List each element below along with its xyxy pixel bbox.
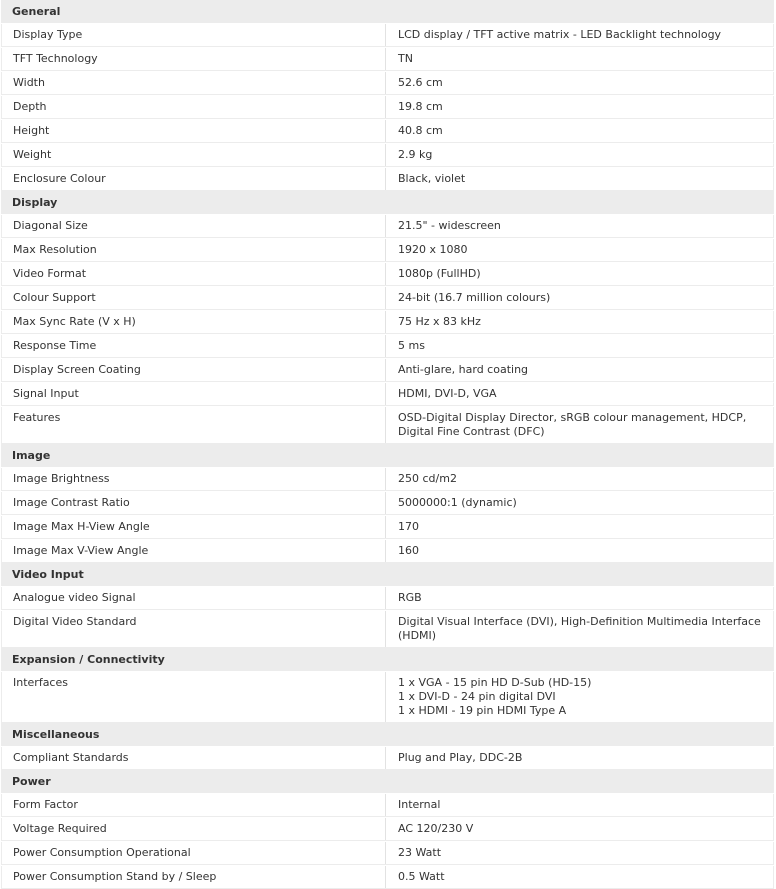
spec-value <box>386 672 774 722</box>
spec-value-line: 1 x DVI-D - 24 pin digital DVI <box>398 690 556 703</box>
spec-row-tft-technology <box>1 47 774 71</box>
spec-value-line: Anti-glare, hard coating <box>398 363 529 376</box>
spec-value <box>386 794 774 816</box>
spec-value <box>386 492 774 514</box>
spec-label: Image Contrast Ratio <box>1 492 386 514</box>
spec-row-depth <box>1 95 774 119</box>
section-header-image: Image <box>1 444 774 467</box>
spec-value <box>386 311 774 333</box>
spec-label: Form Factor <box>1 794 386 816</box>
spec-value-line: RGB <box>398 591 422 604</box>
spec-value <box>386 72 774 94</box>
spec-row-power-consumption-stand-by-sleep <box>1 865 774 889</box>
spec-row-enclosure-colour <box>1 167 774 191</box>
spec-row-diagonal-size <box>1 214 774 238</box>
spec-label: Max Sync Rate (V x H) <box>1 311 386 333</box>
spec-row-height <box>1 119 774 143</box>
spec-value-line: Digital Visual Interface (DVI), High-Definition Multimedia Interface (HDMI) <box>398 615 761 642</box>
spec-label: Voltage Required <box>1 818 386 840</box>
section-header-power: Power <box>1 770 774 793</box>
spec-value-line: Internal <box>398 798 441 811</box>
spec-value <box>386 168 774 190</box>
spec-label: Image Max V-View Angle <box>1 540 386 562</box>
spec-value-line: 40.8 cm <box>398 124 443 137</box>
spec-value-line: 21.5" - widescreen <box>398 219 501 232</box>
spec-label: TFT Technology <box>1 48 386 70</box>
spec-value <box>386 407 774 443</box>
spec-row-video-format <box>1 262 774 286</box>
spec-row-image-max-v-view-angle <box>1 539 774 563</box>
spec-label: Image Max H-View Angle <box>1 516 386 538</box>
spec-value-line: 75 Hz x 83 kHz <box>398 315 481 328</box>
spec-label: Display Screen Coating <box>1 359 386 381</box>
spec-row-display-screen-coating <box>1 358 774 382</box>
spec-value-line: Plug and Play, DDC-2B <box>398 751 523 764</box>
spec-value-line: 1 x HDMI - 19 pin HDMI Type A <box>398 704 567 717</box>
spec-value-line: 19.8 cm <box>398 100 443 113</box>
spec-value-line: TN <box>398 52 413 65</box>
spec-value <box>386 383 774 405</box>
spec-value <box>386 468 774 490</box>
section-header-video-input: Video Input <box>1 563 774 586</box>
section-header-general: General <box>1 0 774 23</box>
spec-row-voltage-required <box>1 817 774 841</box>
spec-label: Features <box>1 407 386 443</box>
spec-label: Display Type <box>1 24 386 46</box>
spec-value <box>386 842 774 864</box>
spec-value-line: 250 cd/m2 <box>398 472 457 485</box>
spec-value-line: 5000000:1 (dynamic) <box>398 496 517 509</box>
spec-label: Width <box>1 72 386 94</box>
spec-value-line: 1920 x 1080 <box>398 243 468 256</box>
spec-label: Depth <box>1 96 386 118</box>
spec-value <box>386 48 774 70</box>
spec-row-analogue-video-signal <box>1 586 774 610</box>
spec-value-line: LCD display / TFT active matrix - LED Backlight technology <box>398 28 722 41</box>
spec-label: Max Resolution <box>1 239 386 261</box>
spec-label: Power Consumption Operational <box>1 842 386 864</box>
spec-value-line: 1 x VGA - 15 pin HD D-Sub (HD-15) <box>398 676 592 689</box>
spec-label: Interfaces <box>1 672 386 722</box>
spec-value-line: 160 <box>398 544 419 557</box>
spec-value-line: 5 ms <box>398 339 425 352</box>
spec-value <box>386 215 774 237</box>
spec-label: Response Time <box>1 335 386 357</box>
spec-row-image-brightness <box>1 467 774 491</box>
spec-label: Compliant Standards <box>1 747 386 769</box>
spec-value <box>386 516 774 538</box>
spec-label: Video Format <box>1 263 386 285</box>
spec-value <box>386 24 774 46</box>
section-header-display: Display <box>1 191 774 214</box>
spec-row-max-sync-rate-v-x-h <box>1 310 774 334</box>
spec-value-line: 1080p (FullHD) <box>398 267 481 280</box>
spec-row-power-consumption-operational <box>1 841 774 865</box>
spec-value-line: OSD-Digital Display Director, sRGB colour management, HDCP, Digital Fine Contrast (DFC) <box>398 411 747 438</box>
spec-row-features <box>1 406 774 444</box>
spec-label: Digital Video Standard <box>1 611 386 647</box>
spec-row-display-type <box>1 23 774 47</box>
spec-value-line: 2.9 kg <box>398 148 433 161</box>
spec-row-digital-video-standard <box>1 610 774 648</box>
spec-value <box>386 239 774 261</box>
spec-value-line: 24-bit (16.7 million colours) <box>398 291 551 304</box>
spec-row-image-contrast-ratio <box>1 491 774 515</box>
spec-label: Weight <box>1 144 386 166</box>
spec-value <box>386 359 774 381</box>
spec-value <box>386 611 774 647</box>
spec-value <box>386 287 774 309</box>
spec-value <box>386 263 774 285</box>
spec-row-width <box>1 71 774 95</box>
spec-row-signal-input <box>1 382 774 406</box>
spec-value-line: 52.6 cm <box>398 76 443 89</box>
spec-value <box>386 747 774 769</box>
spec-label: Colour Support <box>1 287 386 309</box>
section-header-expansion-connectivity: Expansion / Connectivity <box>1 648 774 671</box>
spec-label: Height <box>1 120 386 142</box>
spec-value-line: 0.5 Watt <box>398 870 445 883</box>
spec-label: Signal Input <box>1 383 386 405</box>
spec-label: Analogue video Signal <box>1 587 386 609</box>
spec-label: Diagonal Size <box>1 215 386 237</box>
spec-row-response-time <box>1 334 774 358</box>
spec-table <box>1 0 774 889</box>
spec-value <box>386 866 774 888</box>
spec-value <box>386 540 774 562</box>
spec-row-compliant-standards <box>1 746 774 770</box>
spec-value-line: HDMI, DVI-D, VGA <box>398 387 497 400</box>
spec-row-max-resolution <box>1 238 774 262</box>
spec-row-form-factor <box>1 793 774 817</box>
section-header-miscellaneous: Miscellaneous <box>1 723 774 746</box>
spec-row-colour-support <box>1 286 774 310</box>
spec-label: Image Brightness <box>1 468 386 490</box>
spec-value-line: Black, violet <box>398 172 466 185</box>
spec-row-weight <box>1 143 774 167</box>
spec-value <box>386 818 774 840</box>
spec-value <box>386 587 774 609</box>
spec-value-line: 170 <box>398 520 419 533</box>
spec-value <box>386 120 774 142</box>
spec-value <box>386 335 774 357</box>
spec-value <box>386 96 774 118</box>
spec-value-line: 23 Watt <box>398 846 442 859</box>
spec-value-line: AC 120/230 V <box>398 822 474 835</box>
spec-value <box>386 144 774 166</box>
spec-label: Power Consumption Stand by / Sleep <box>1 866 386 888</box>
spec-row-image-max-h-view-angle <box>1 515 774 539</box>
spec-label: Enclosure Colour <box>1 168 386 190</box>
spec-row-interfaces <box>1 671 774 723</box>
